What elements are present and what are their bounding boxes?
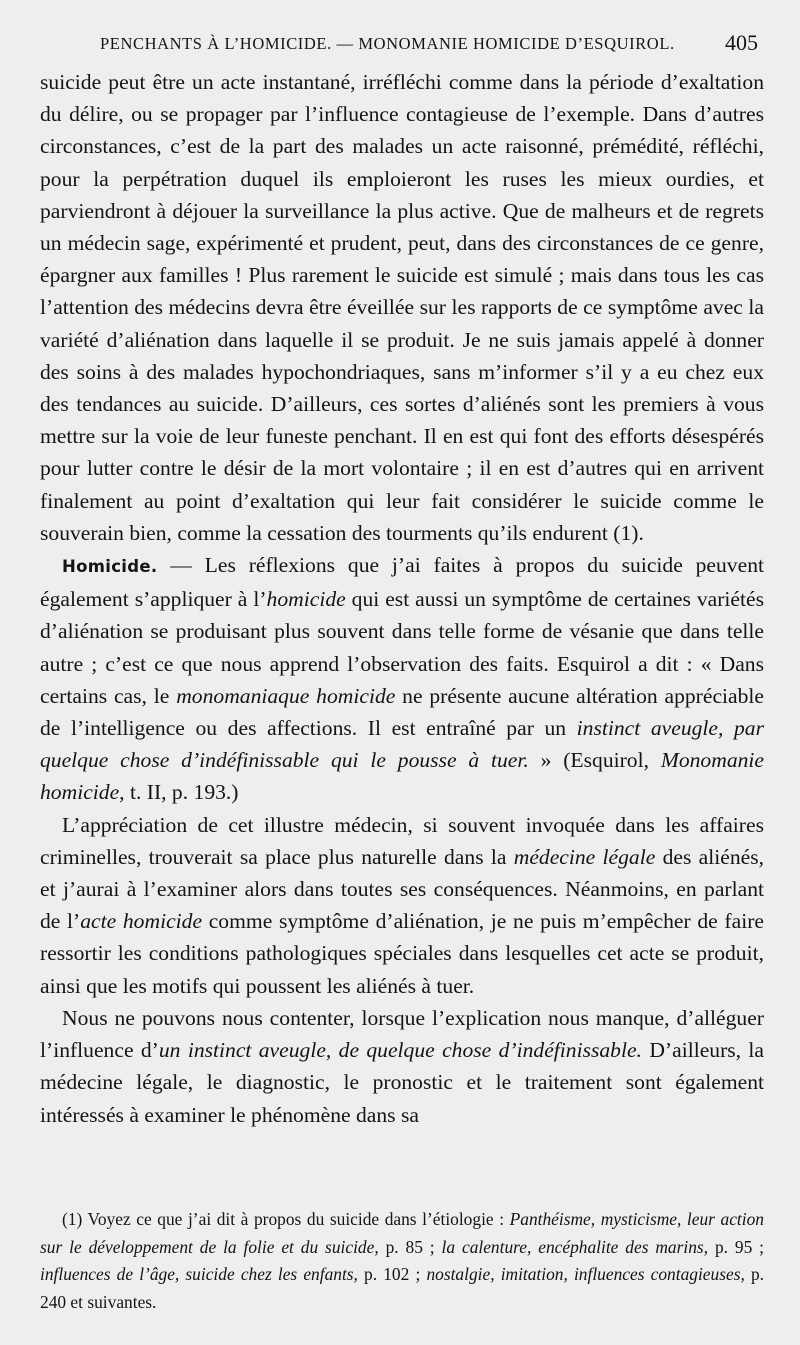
- page-number: 405: [725, 30, 758, 55]
- text-span: (1) Voyez ce que j’ai dit à propos du suicide dans l’étiologie :: [62, 1209, 510, 1229]
- footnotes: [40, 1206, 764, 1316]
- italic-span: un instinct aveugle, de quelque chose d’indéfinissable.: [158, 1038, 642, 1063]
- body-text: [40, 66, 764, 1131]
- text-span: D’ailleurs, la médecine légale, le diagnostic, le pronostic et le traitement sont également intéressés à examiner le phénomène dans sa: [40, 1038, 765, 1127]
- page-header: [70, 30, 758, 64]
- footnote-1: [40, 1206, 764, 1316]
- italic-span: influences de l’âge, suicide chez les enfants,: [40, 1264, 358, 1284]
- paragraph-suicide: [40, 66, 764, 549]
- text-span: des aliénés, et j’aurai à l’examiner alors dans toutes ses conséquences. Néanmoins, en parlant de l’: [40, 844, 765, 934]
- italic-span: acte homicide: [80, 909, 203, 934]
- italic-span: monomaniaque homicide: [176, 683, 396, 708]
- text-span: qui est aussi un symptôme de certaines variétés d’aliénation se produisant plus souvent dans telle forme de vésanie que dans telle autre ; c’est ce que nous apprend l’observation des faits. Esquirol a dit : « Dans certains cas, le: [40, 587, 764, 708]
- paragraph-homicide: [40, 549, 764, 809]
- text-span: Nous ne pouvons nous contenter, lorsque l’explication nous manque, d’alléguer l’influence d’: [40, 1005, 764, 1063]
- text-span: — Les réflexions que j’ai faites à propos du suicide peuvent également s’appliquer à l’: [40, 553, 764, 612]
- text-span: p. 95 ;: [708, 1236, 765, 1257]
- text-span: p. 102 ;: [357, 1264, 427, 1284]
- text-span: » (Esquirol,: [528, 748, 661, 773]
- italic-span: nostalgie, imitation, influences contagieuses,: [426, 1264, 745, 1284]
- text-span: p. 85 ;: [378, 1236, 442, 1257]
- italic-span: la calenture, encéphalite des marins,: [441, 1236, 709, 1257]
- paragraph-instinct: [40, 1002, 764, 1131]
- paragraph-appreciation: [40, 809, 764, 1002]
- citation-title: Monomanie homicide: [40, 748, 764, 805]
- text-span: ne présente aucune altération appréciable de l’intelligence ou des affections. Il est entraîné par un: [40, 683, 765, 741]
- footnote-reference: (1).: [613, 520, 644, 545]
- paragraph-suicide-text: suicide peut être un acte instantané, irréfléchi comme dans la période d’exaltation du délire, ou se propager par l’influence contagieuse de l’exemple. Dans d’autres circonstances, c’est de la part des malades un acte raisonné, prémédité, réfléchi, pour la perpétration duquel ils emploieront les ruses les mieux ourdies, et parviendront à déjouer la surveillance la plus active. Que de malheurs et de regrets un médecin sage, expérimenté et prudent, peut, dans des circonstances de ce genre, épargner aux familles ! Plus rarement le suicide est simulé ; mais dans tous les cas l’attention des médecins devra être éveillée sur les rapports de ce symptôme avec la variété d’aliénation dans laquelle il se produit. Je ne suis jamais appelé à donner des soins à des malades hypochondriaques, sans m’informer s’il y a eu chez eux des tendances au suicide. D’ailleurs, ces sortes d’aliénés sont les premiers à vous mettre sur la voie de leur funeste penchant. Il en est qui font des efforts désespérés pour lutter contre le désir de la mort volontaire ; il en est d’autres qui en arrivent finalement au point d’exaltation qui leur fait considérer le suicide comme le souverain bien, comme la cessation des tourments qu’ils endurent: [40, 70, 764, 545]
- section-runin-homicide: Homicide.: [62, 557, 158, 577]
- italic-span: médecine légale: [513, 844, 656, 869]
- text-span: , t. II, p. 193.): [119, 780, 239, 805]
- text-span: p. 240 et suivantes.: [40, 1264, 764, 1312]
- running-head: PENCHANTS À L’HOMICIDE. — MONOMANIE HOMICIDE D’ESQUIROL.: [100, 34, 675, 53]
- italic-span: Panthéisme, mysticisme, leur action sur le développement de la folie et du suicide,: [40, 1209, 764, 1257]
- italic-quote: instinct aveugle, par quelque chose d’indéfinissable qui le pousse à tuer.: [40, 716, 764, 773]
- italic-span: homicide: [266, 587, 346, 612]
- text-span: comme symptôme d’aliénation, je ne puis m’empêcher de faire ressortir les conditions pathologiques spéciales dans lesquelles cet acte se produit, ainsi que les motifs qui poussent les aliénés à tuer.: [40, 909, 764, 998]
- text-span: L’appréciation de cet illustre médecin, si souvent invoquée dans les affaires criminelles, trouverait sa place plus naturelle dans la: [40, 812, 764, 869]
